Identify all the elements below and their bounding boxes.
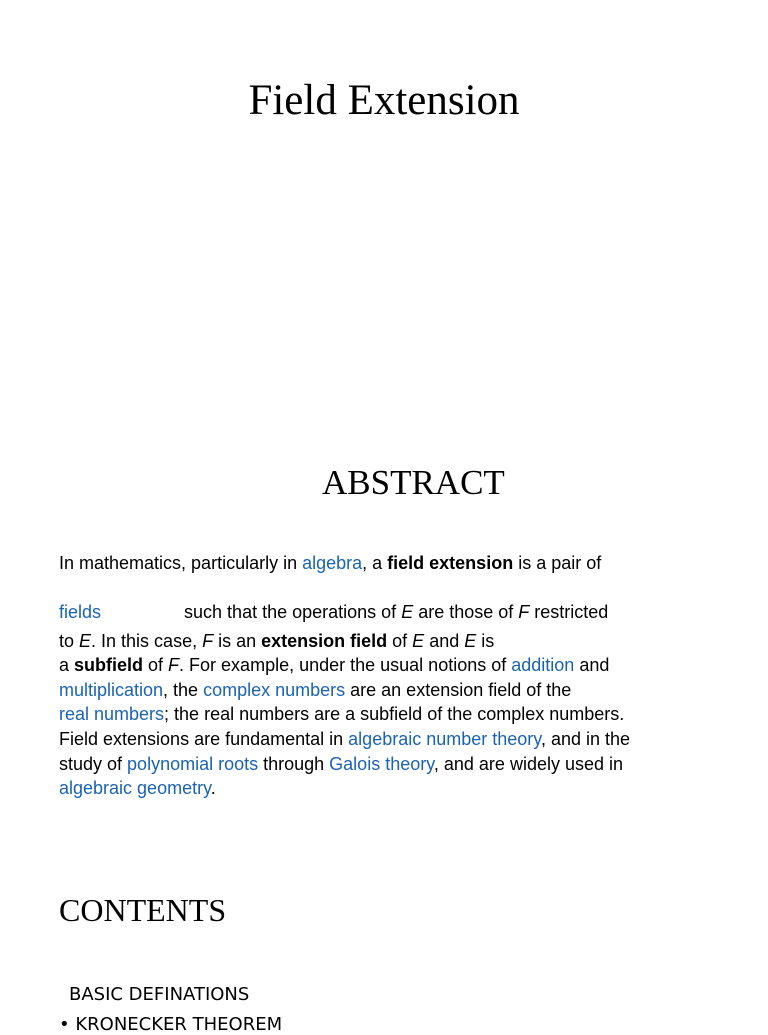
italic-E: E — [412, 630, 425, 651]
abstract-line-2 — [59, 600, 759, 625]
text-run: In mathematics, particularly in — [59, 553, 303, 573]
text-run: , the — [163, 679, 204, 700]
abstract-body — [59, 600, 759, 801]
contents-item[interactable]: BASIC DEFINATIONS — [69, 984, 250, 1005]
text-run: and — [574, 655, 610, 676]
text-run: is an — [213, 630, 262, 651]
italic-F: F — [518, 602, 530, 622]
bold-term-subfield: subfield — [74, 655, 144, 676]
link-polynomial-roots[interactable]: polynomial roots — [127, 753, 259, 774]
text-run: to — [59, 630, 80, 651]
text-run: . In this case, — [91, 630, 203, 651]
abstract-line-8 — [59, 752, 759, 777]
contents-item[interactable]: • KRONECKER THEOREM — [59, 1014, 283, 1035]
text-run: is — [476, 630, 495, 651]
text-run: are an extension field of the — [345, 679, 572, 700]
link-algebraic-number-theory[interactable]: algebraic number theory — [348, 728, 541, 749]
italic-F: F — [202, 630, 214, 651]
text-run: study of — [59, 753, 128, 774]
link-addition[interactable]: addition — [511, 655, 575, 676]
text-run: are those of — [413, 602, 519, 622]
text-run: of — [387, 630, 413, 651]
link-galois-theory[interactable]: Galois theory — [329, 753, 434, 774]
abstract-line-7 — [59, 727, 759, 752]
italic-E: E — [464, 630, 477, 651]
abstract-line-3 — [59, 629, 759, 654]
bold-term-extension-field: extension field — [261, 630, 388, 651]
text-run: , and in the — [540, 728, 631, 749]
text-run: is a pair of — [513, 553, 602, 573]
abstract-line-1 — [59, 553, 601, 574]
text-run: , a — [362, 553, 388, 573]
abstract-line-9 — [59, 776, 759, 801]
text-run: . — [210, 778, 216, 799]
link-fields[interactable]: fields — [59, 602, 102, 622]
text-run: and — [424, 630, 465, 651]
abstract-line-6 — [59, 702, 759, 727]
link-complex-numbers[interactable]: complex numbers — [203, 679, 346, 700]
italic-F: F — [168, 655, 180, 676]
text-run: restricted — [529, 602, 609, 622]
text-run: such that the operations of — [184, 602, 402, 622]
link-real-numbers[interactable]: real numbers — [59, 704, 165, 725]
link-algebra[interactable]: algebra — [302, 553, 363, 573]
text-run: a — [59, 655, 75, 676]
link-multiplication[interactable]: multiplication — [59, 679, 164, 700]
bold-term-field-extension: field extension — [387, 553, 514, 573]
text-run: through — [258, 753, 330, 774]
abstract-line-5 — [59, 678, 759, 703]
text-run: , and are widely used in — [433, 753, 624, 774]
link-algebraic-geometry[interactable]: algebraic geometry — [59, 778, 211, 799]
text-run: . For example, under the usual notions of — [179, 655, 512, 676]
document-title: Field Extension — [248, 77, 520, 124]
italic-E: E — [401, 602, 414, 622]
contents-heading: CONTENTS — [59, 892, 227, 928]
text-run: of — [143, 655, 169, 676]
text-run: ; the real numbers are a subfield of the complex numbers. — [164, 704, 625, 725]
italic-E: E — [79, 630, 92, 651]
abstract-heading: ABSTRACT — [322, 463, 505, 502]
abstract-line-4 — [59, 653, 759, 678]
text-run: Field extensions are fundamental in — [59, 728, 349, 749]
